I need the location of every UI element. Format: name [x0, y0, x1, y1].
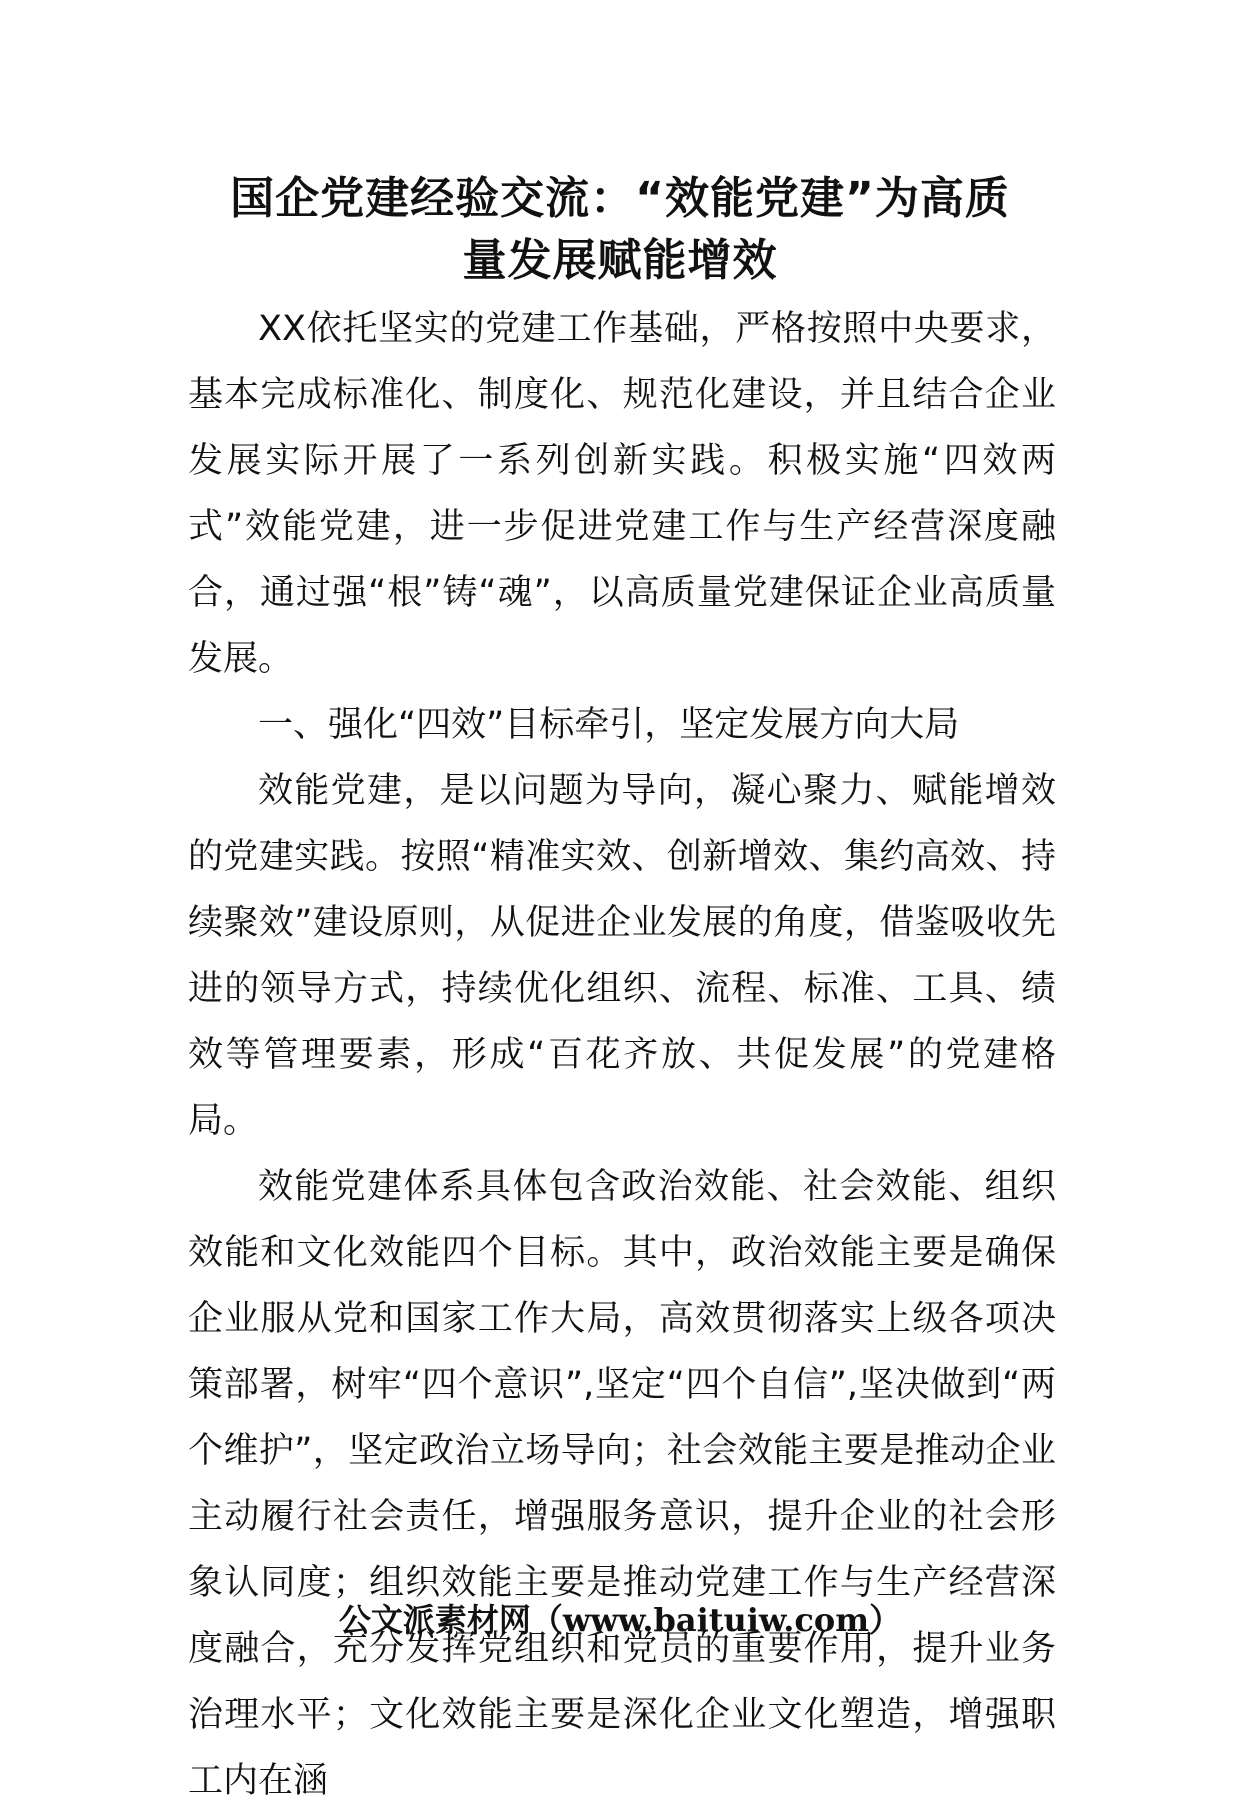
title-line-1: 国企党建经验交流：“效能党建”为高质 — [230, 173, 1010, 224]
body-paragraph-3: 效能党建体系具体包含政治效能、社会效能、组织效能和文化效能四个目标。其中，政治效能主要是确保企业服从党和国家工作大局，高效贯彻落实上级各项决策部署，树牢“四个意识”,坚定“四个自信”,坚决做到“两个维护”，坚定政治立场导向；社会效能主要是推动企业主动履行社会责任，增强服务意识，提升企业的社会形象认同度；组织效能主要是推动党建工作与生产经营深度融合，充分发挥党组织和党员的重要作用，提升业务治理水平；文化效能主要是深化企业文化塑造，增强职工内在涵 — [188, 1167, 1056, 1801]
title-line-2: 量发展赋能增效 — [462, 235, 778, 286]
body-paragraph-1: XX依托坚实的党建工作基础，严格按照中央要求，基本完成标准化、制度化、规范化建设，并且结合企业发展实际开展了一系列创新实践。积极实施“四效两式”效能党建，进一步促进党建工作与生产经营深度融合，通过强“根”铸“魂”，以高质量党建保证企业高质量发展。 — [188, 309, 1056, 679]
document-title — [150, 168, 1090, 292]
section-heading-1: 一、强化“四效”目标牵引，坚定发展方向大局 — [258, 705, 960, 745]
document-body — [188, 296, 1056, 1814]
watermark-footer: 公文派素材网（www.baituiw.com） — [338, 1601, 902, 1639]
body-paragraph-2: 效能党建，是以问题为导向，凝心聚力、赋能增效的党建实践。按照“精准实效、创新增效、集约高效、持续聚效”建设原则，从促进企业发展的角度，借鉴吸收先进的领导方式，持续优化组织、流程、标准、工具、绩效等管理要素，形成“百花齐放、共促发展”的党建格局。 — [188, 771, 1056, 1141]
